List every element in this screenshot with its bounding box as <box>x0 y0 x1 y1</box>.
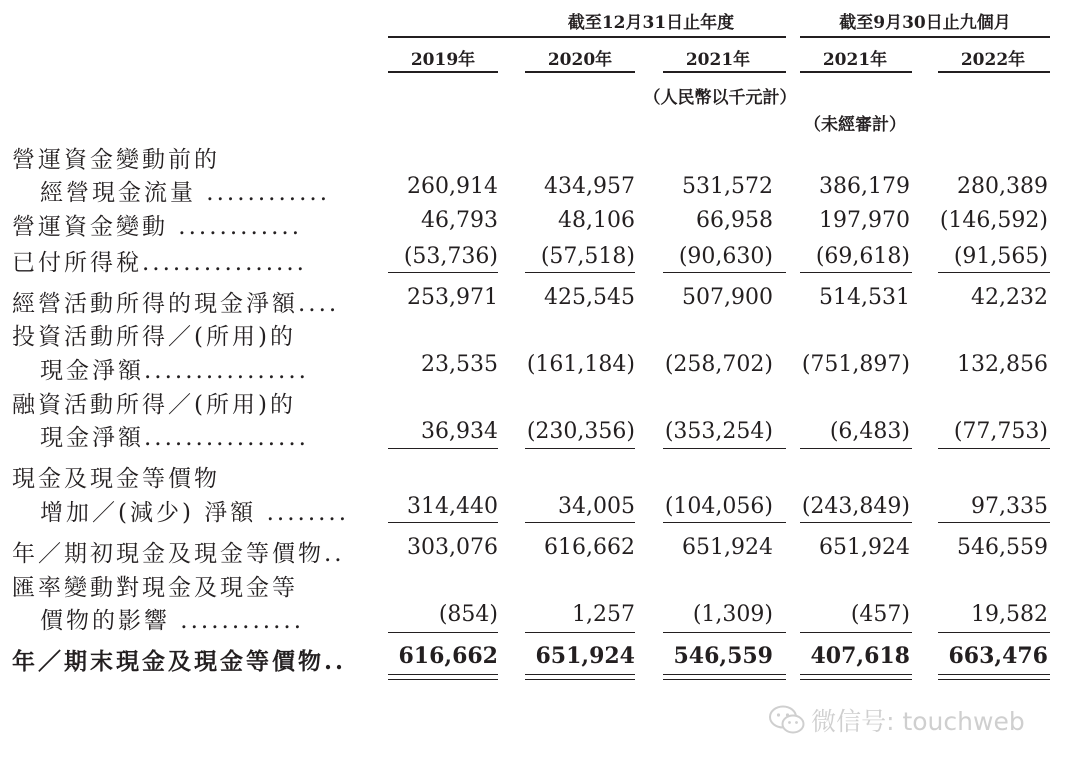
subtotal-rule <box>388 448 498 449</box>
subtotal-rule <box>663 632 786 633</box>
cell-value: 531,572 <box>682 174 773 199</box>
cell-value: 386,179 <box>819 174 910 199</box>
subtotal-rule <box>388 272 498 273</box>
cell-value: 314,440 <box>407 494 498 519</box>
cell-value: 303,076 <box>407 535 498 560</box>
subtotal-rule <box>525 272 635 273</box>
year-rule-4 <box>938 71 1050 73</box>
unit-note: （人民幣以千元計） <box>643 88 797 108</box>
cell-value: (146,592) <box>939 208 1048 233</box>
year-rule-3 <box>800 71 912 73</box>
subtotal-rule <box>663 448 786 449</box>
cell-value: (1,309) <box>692 602 773 627</box>
row-label: 現金淨額................ <box>40 358 309 384</box>
cell-value: (91,565) <box>953 244 1048 269</box>
year-rule-1 <box>525 71 635 73</box>
subtotal-rule <box>663 522 786 523</box>
total-double-rule <box>663 674 786 675</box>
row-label: 融資活動所得／(所用)的 <box>12 392 296 418</box>
cell-value: (53,736) <box>403 244 498 269</box>
total-double-rule <box>938 679 1050 680</box>
total-double-rule <box>525 679 635 680</box>
total-double-rule <box>663 679 786 680</box>
total-double-rule <box>938 674 1050 675</box>
row-label: 價物的影響 ............ <box>40 608 305 634</box>
cell-value: 19,582 <box>971 602 1048 627</box>
cell-value: 34,005 <box>558 494 635 519</box>
cell-value: (258,702) <box>664 352 773 377</box>
wechat-icon <box>768 704 806 736</box>
group1-rule <box>388 36 786 38</box>
subtotal-rule <box>800 522 912 523</box>
cell-value: (243,849) <box>801 494 910 519</box>
year-2022-9m: 2022年 <box>960 50 1026 70</box>
cell-value: (353,254) <box>664 419 773 444</box>
cell-value: 546,559 <box>957 535 1048 560</box>
cell-value: 425,545 <box>544 285 635 310</box>
row-label: 營運資金變動前的 <box>12 147 220 173</box>
subtotal-rule <box>663 272 786 273</box>
row-label: 投資活動所得／(所用)的 <box>12 324 296 350</box>
total-double-rule <box>800 679 912 680</box>
cell-value: 197,970 <box>819 208 910 233</box>
year-2020: 2020年 <box>547 50 613 70</box>
subtotal-rule <box>388 632 498 633</box>
group2-rule <box>800 36 1050 38</box>
cell-value: 280,389 <box>957 174 1048 199</box>
subtotal-rule <box>525 448 635 449</box>
cell-value: 48,106 <box>558 208 635 233</box>
subtotal-rule <box>800 448 912 449</box>
subtotal-rule <box>800 272 912 273</box>
subtotal-rule <box>525 522 635 523</box>
cell-value: (751,897) <box>801 352 910 377</box>
year-rule-2 <box>663 71 786 73</box>
year-2021-9m: 2021年 <box>822 50 888 70</box>
total-value: 663,476 <box>948 643 1048 669</box>
cell-value: 1,257 <box>572 602 635 627</box>
year-2021: 2021年 <box>685 50 751 70</box>
row-label-total: 年／期末現金及現金等價物.. <box>12 648 347 675</box>
cell-value: (57,518) <box>540 244 635 269</box>
row-label: 經營現金流量 ............ <box>40 180 331 206</box>
total-value: 616,662 <box>398 643 498 669</box>
cell-value: (230,356) <box>526 419 635 444</box>
total-double-rule <box>525 674 635 675</box>
cell-value: 46,793 <box>421 208 498 233</box>
cell-value: 434,957 <box>544 174 635 199</box>
row-label: 增加／(減少) 淨額 ........ <box>40 500 350 526</box>
total-double-rule <box>388 674 498 675</box>
cell-value: (90,630) <box>678 244 773 269</box>
total-double-rule <box>388 679 498 680</box>
group2-title: 截至9月30日止九個月 <box>839 13 1011 33</box>
total-value: 651,924 <box>535 643 635 669</box>
subtotal-rule <box>800 632 912 633</box>
cell-value: 507,900 <box>682 285 773 310</box>
year-rule-0 <box>388 71 498 73</box>
cell-value: (69,618) <box>815 244 910 269</box>
subtotal-rule <box>525 632 635 633</box>
cell-value: 132,856 <box>957 352 1048 377</box>
row-label: 已付所得稅................ <box>12 250 307 276</box>
cell-value: 651,924 <box>682 535 773 560</box>
cell-value: 253,971 <box>407 285 498 310</box>
cell-value: 42,232 <box>971 285 1048 310</box>
row-label: 年／期初現金及現金等價物.. <box>12 541 345 567</box>
subtotal-rule <box>938 632 1050 633</box>
group1-title: 截至12月31日止年度 <box>567 13 735 33</box>
cell-value: (77,753) <box>953 419 1048 444</box>
cell-value: (161,184) <box>526 352 635 377</box>
cell-value: (457) <box>850 602 910 627</box>
row-label: 經營活動所得的現金淨額.... <box>12 291 340 317</box>
row-label: 營運資金變動 ............ <box>12 214 303 240</box>
subtotal-rule <box>938 272 1050 273</box>
subtotal-rule <box>388 522 498 523</box>
cell-value: 23,535 <box>421 352 498 377</box>
cell-value: 36,934 <box>421 419 498 444</box>
row-label: 現金淨額................ <box>40 425 309 451</box>
cell-value: 97,335 <box>971 494 1048 519</box>
total-value: 407,618 <box>810 643 910 669</box>
total-value: 546,559 <box>673 643 773 669</box>
subtotal-rule <box>938 522 1050 523</box>
cell-value: (6,483) <box>829 419 910 444</box>
cell-value: 616,662 <box>544 535 635 560</box>
cell-value: 260,914 <box>407 174 498 199</box>
cell-value: (854) <box>438 602 498 627</box>
year-2019: 2019年 <box>410 50 476 70</box>
cell-value: 651,924 <box>819 535 910 560</box>
unaudited-note: （未經審計） <box>804 115 906 135</box>
cell-value: 66,958 <box>696 208 773 233</box>
total-double-rule <box>800 674 912 675</box>
watermark-text: 微信号: touchweb <box>811 707 1025 736</box>
cell-value: 514,531 <box>819 285 910 310</box>
row-label: 現金及現金等價物 <box>12 466 220 492</box>
cell-value: (104,056) <box>664 494 773 519</box>
row-label: 匯率變動對現金及現金等 <box>12 575 298 601</box>
subtotal-rule <box>938 448 1050 449</box>
watermark <box>768 702 1025 738</box>
